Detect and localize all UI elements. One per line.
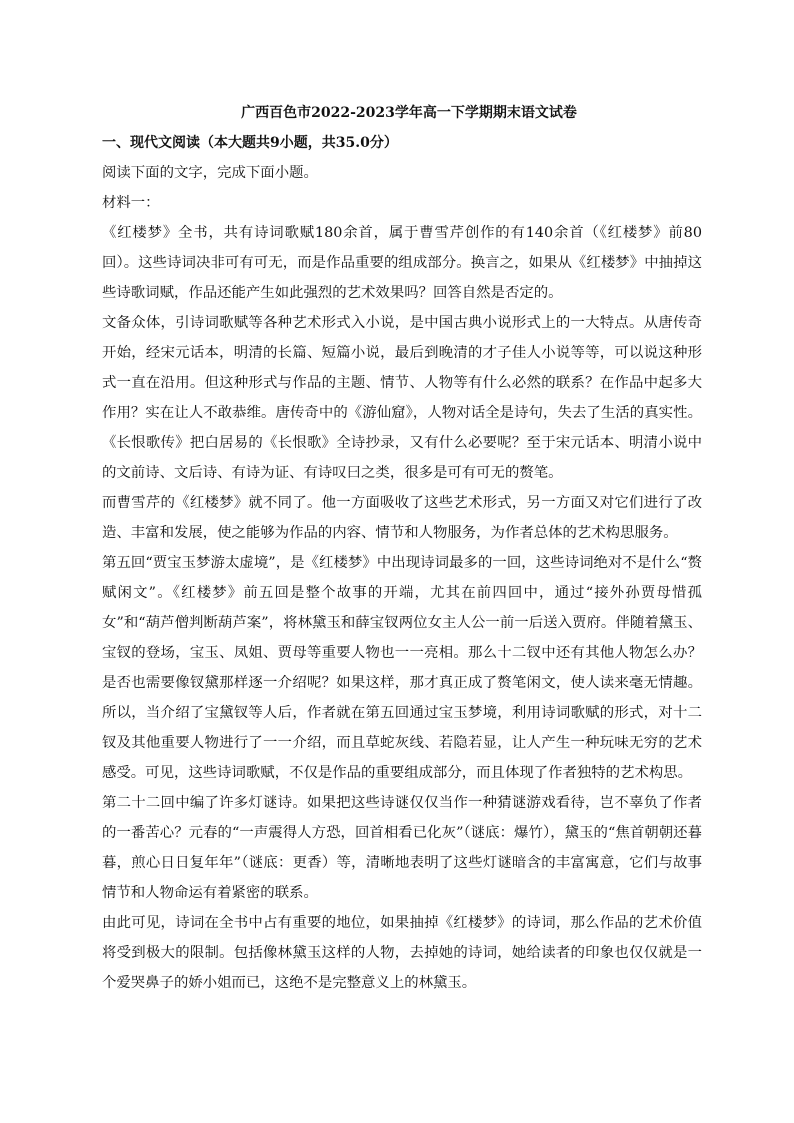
document-body: [102, 98, 702, 998]
reading-instruction: 阅读下面的文字，完成下面小题。: [102, 165, 318, 181]
material-label: 材料一：: [102, 195, 160, 211]
page-title: 广西百色市2022-2023学年高一下学期期末语文试卷: [241, 105, 577, 121]
paragraph-4: 第五回“贾宝玉梦游太虚境”，是《红楼梦》中出现诗词最多的一回，这些诗词绝对不是什么“赘赋闲文”。《红楼梦》前五回是整个故事的开端，尤其在前四回中，通过“接外孙贾母惜孤女”和“葫芦僧判断葫芦案”，将林黛玉和薛宝钗两位女主人公一前一后送入贾府。伴随着黛玉、宝钗的登场，宝玉、凤姐、贾母等重要人物也一一亮相。那么十二钗中还有其他人物怎么办？是否也需要像钗黛那样逐一介绍呢？如果这样，那才真正成了赘笔闲文，使人读来毫无情趣。所以，当介绍了宝黛钗等人后，作者就在第五回通过宝玉梦境，利用诗词歌赋的形式，对十二钗及其他重要人物进行了一一介绍，而且草蛇灰线、若隐若显，让人产生一种玩味无穷的艺术感受。可见，这些诗词歌赋，不仅是作品的重要组成部分，而且体现了作者独特的艺术构思。: [102, 555, 702, 781]
section-score: 35.0: [335, 135, 370, 151]
section-heading-middle: 小题，共: [279, 135, 336, 151]
paragraph-6: 由此可见，诗词在全书中占有重要的地位，如果抽掉《红楼梦》的诗词，那么作品的艺术价值将受到极大的限制。包括像林黛玉这样的人物，去掉她的诗词，她给读者的印象也仅仅就是一个爱哭鼻子的娇小姐而已，这绝不是完整意义上的林黛玉。: [102, 915, 702, 991]
paragraph-3: 而曹雪芹的《红楼梦》就不同了。他一方面吸收了这些艺术形式，另一方面又对它们进行了改造、丰富和发展，使之能够为作品的内容、情节和人物服务，为作者总体的艺术构思服务。: [102, 495, 702, 541]
section-heading: [102, 128, 702, 158]
section-heading-prefix: 一、现代文阅读（本大题共: [102, 135, 270, 151]
paragraph-2: 文备众体，引诗词歌赋等各种艺术形式入小说，是中国古典小说形式上的一大特点。从唐传奇开始，经宋元话本，明清的长篇、短篇小说，最后到晚清的才子佳人小说等等，可以说这种形式一直在沿用。但这种形式与作品的主题、情节、人物等有什么必然的联系？在作品中起多大作用？实在让人不敢恭维。唐传奇中的《游仙窟》，人物对话全是诗句，失去了生活的真实性。《长恨歌传》把白居易的《长恨歌》全诗抄录，又有什么必要呢？至于宋元话本、明清小说中的文前诗、文后诗、有诗为证、有诗叹曰之类，很多是可有可无的赘笔。: [102, 315, 702, 481]
section-question-count: 9: [270, 135, 280, 151]
section-heading-suffix: 分）: [369, 135, 398, 151]
paragraph-1: 《红楼梦》全书，共有诗词歌赋180余首，属于曹雪芹创作的有140余首（《红楼梦》前80回）。这些诗词决非可有可无，而是作品重要的组成部分。换言之，如果从《红楼梦》中抽掉这些诗歌词赋，作品还能产生如此强烈的艺术效果吗？回答自然是否定的。: [102, 225, 702, 301]
paragraph-5: 第二十二回中编了许多灯谜诗。如果把这些诗谜仅仅当作一种猜谜游戏看待，岂不辜负了作者的一番苦心？元春的“一声震得人方恐，回首相看已化灰”（谜底：爆竹），黛玉的“焦首朝朝还暮暮，煎心日日复年年”（谜底：更香）等，清晰地表明了这些灯谜暗含的丰富寓意，它们与故事情节和人物命运有着紧密的联系。: [102, 795, 702, 901]
